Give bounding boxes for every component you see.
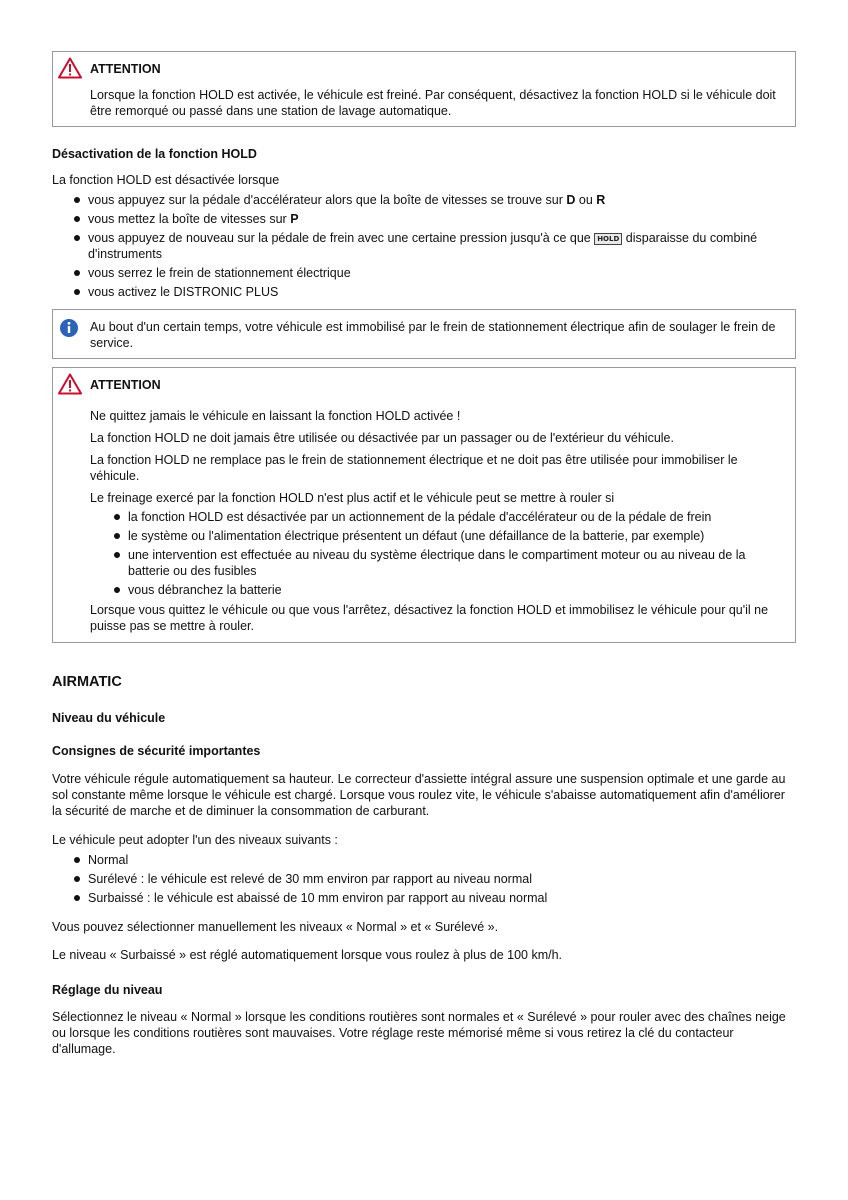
warning-heading: ATTENTION bbox=[90, 62, 161, 76]
warning-text: Lorsque la fonction HOLD est activée, le véhicule est freiné. Par conséquent, désactivez la fonction HOLD si le véhicule doit être remorqué ou passé dans une station de lavage automatique. bbox=[90, 88, 776, 118]
list-item: la fonction HOLD est désactivée par un actionnement de la pédale d'accélérateur ou de la pédale de frein bbox=[112, 509, 782, 525]
warning-list bbox=[112, 509, 782, 598]
airmatic-levels-intro: Le véhicule peut adopter l'un des niveaux suivants : bbox=[52, 833, 338, 847]
section-heading-deactivation: Désactivation de la fonction HOLD bbox=[52, 147, 257, 161]
warning-heading: ATTENTION bbox=[90, 378, 161, 392]
deactivation-list bbox=[72, 192, 782, 303]
airmatic-lowered-level: Le niveau « Surbaissé » est réglé automatiquement lorsque vous roulez à plus de 100 km/h. bbox=[52, 948, 563, 962]
list-item: Surbaissé : le véhicule est abaissé de 10 mm environ par rapport au niveau normal bbox=[72, 890, 782, 906]
list-item: une intervention est effectuée au niveau du système électrique dans le compartiment moteur ou au niveau de la batterie ou des fusibles bbox=[112, 547, 782, 579]
warning-paragraph: La fonction HOLD ne remplace pas le frein de stationnement électrique et ne doit pas être utilisée pour immobiliser le véhicule. bbox=[90, 453, 738, 483]
list-item: vous appuyez de nouveau sur la pédale de frein avec une certaine pression jusqu'à ce que HOLD disparaisse du combiné d'instruments bbox=[72, 230, 782, 262]
subheading-safety: Consignes de sécurité importantes bbox=[52, 744, 261, 758]
subheading-level-setting: Réglage du niveau bbox=[52, 983, 163, 997]
list-item: vous débranchez la batterie bbox=[112, 582, 782, 598]
level-list bbox=[72, 852, 782, 909]
list-item: le système ou l'alimentation électrique présentent un défaut (une défaillance de la batterie, par exemple) bbox=[112, 528, 782, 544]
subheading-vehicle-level: Niveau du véhicule bbox=[52, 711, 166, 725]
info-text: Au bout d'un certain temps, votre véhicule est immobilisé par le frein de stationnement électrique afin de soulager le frein de service. bbox=[90, 320, 776, 350]
warning-paragraph: Ne quittez jamais le véhicule en laissant la fonction HOLD activée ! bbox=[90, 409, 461, 423]
airmatic-manual-levels: Vous pouvez sélectionner manuellement les niveaux « Normal » et « Surélevé ». bbox=[52, 920, 499, 934]
list-item: vous appuyez sur la pédale d'accélérateur alors que la boîte de vitesses se trouve sur D ou R bbox=[72, 192, 782, 208]
hold-symbol-icon: HOLD bbox=[594, 233, 622, 245]
info-icon bbox=[57, 317, 81, 339]
list-item: vous serrez le frein de stationnement électrique bbox=[72, 265, 782, 281]
warning-box-hold-activated bbox=[52, 51, 796, 127]
section-title-airmatic: AIRMATIC bbox=[52, 674, 122, 690]
info-box bbox=[52, 309, 796, 359]
list-item: Surélevé : le véhicule est relevé de 30 mm environ par rapport au niveau normal bbox=[72, 871, 782, 887]
list-item: Normal bbox=[72, 852, 782, 868]
airmatic-intro: Votre véhicule régule automatiquement sa hauteur. Le correcteur d'assiette intégral assure une suspension optimale et une garde au sol constante même lorsque le véhicule est chargé. Lorsque vous roulez vite, le véhicule s'abaisse automatiquement afin d'améliorer la sécurité de marche et de diminuer la consommation de carburant. bbox=[52, 772, 786, 818]
list-item: vous mettez la boîte de vitesses sur P bbox=[72, 211, 782, 227]
warning-paragraph: Lorsque vous quittez le véhicule ou que vous l'arrêtez, désactivez la fonction HOLD et immobilisez le véhicule pour qu'il ne puisse pas se mettre à rouler. bbox=[90, 603, 769, 633]
warning-triangle-icon bbox=[58, 373, 82, 395]
list-item: vous activez le DISTRONIC PLUS bbox=[72, 284, 782, 300]
warning-triangle-icon bbox=[58, 57, 82, 79]
warning-paragraph: La fonction HOLD ne doit jamais être utilisée ou désactivée par un passager ou de l'extérieur du véhicule. bbox=[90, 431, 674, 445]
warning-paragraph: Le freinage exercé par la fonction HOLD n'est plus actif et le véhicule peut se mettre à rouler si bbox=[90, 491, 615, 505]
deactivation-intro: La fonction HOLD est désactivée lorsque bbox=[52, 173, 280, 187]
warning-box-hold-safety bbox=[52, 367, 796, 643]
airmatic-level-setting-text: Sélectionnez le niveau « Normal » lorsque les conditions routières sont normales et « Surélevé » pour rouler avec des chaînes neige ou lorsque les conditions routières sont mauvaises. Votre réglage reste mémorisé même si vous retirez la clé du contacteur d'allumage. bbox=[52, 1010, 786, 1056]
